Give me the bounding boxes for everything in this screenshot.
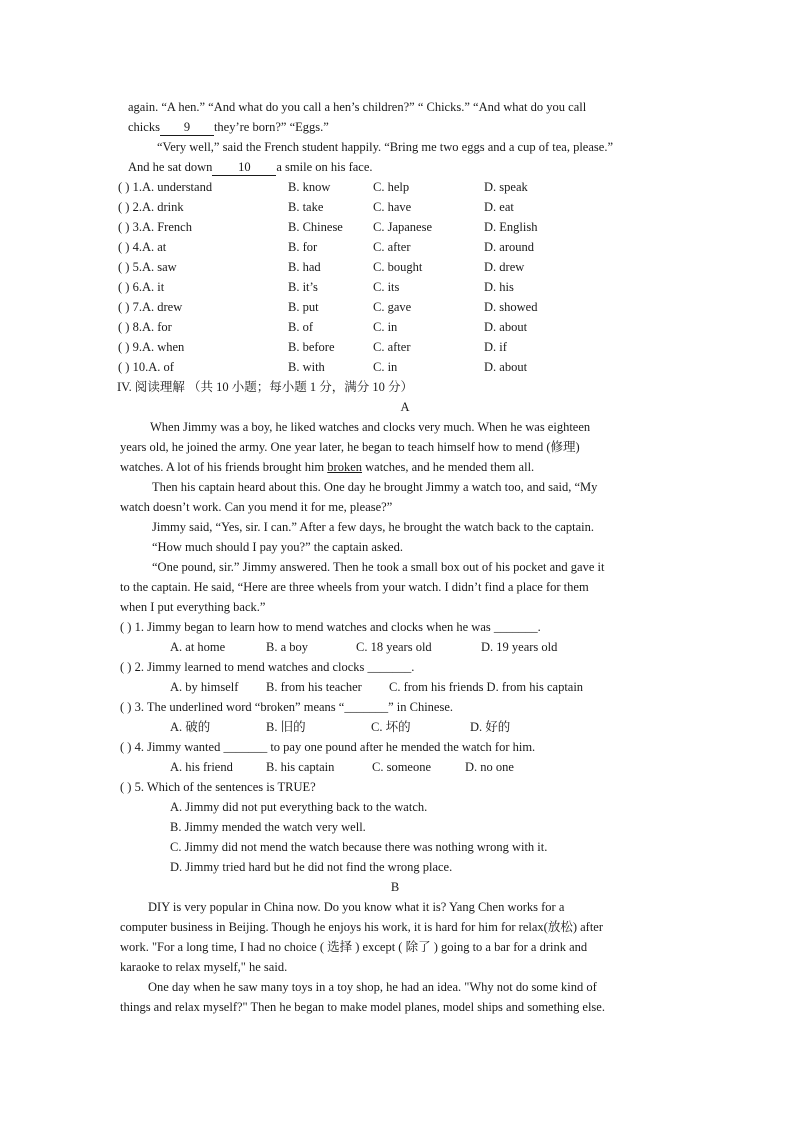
passage-text: watches, and he mended them all.	[362, 460, 535, 474]
question-3-option-d: D. 好的	[470, 720, 511, 734]
question-5-option-b: B. Jimmy mended the watch very well.	[170, 820, 366, 834]
cloze-item-10-option-d: D. about	[484, 360, 528, 374]
question-1: ( ) 1. Jimmy began to learn how to mend watches and clocks when he was _______.	[120, 620, 541, 634]
passage-a-line: Jimmy said, “Yes, sir. I can.” After a few days, he brought the watch back to the captain.	[152, 520, 595, 534]
cloze-item-9-option-b: B. before	[288, 340, 335, 354]
question-4-option-d: D. no one	[465, 760, 514, 774]
question-5-option-a: A. Jimmy did not put everything back to the watch.	[170, 800, 428, 814]
cloze-item-3-option-c: C. Japanese	[373, 220, 433, 234]
cloze-item-9: ( ) 9.A. when	[118, 340, 185, 354]
passage-line	[128, 157, 373, 177]
cloze-item-1-option-b: B. know	[288, 180, 331, 194]
passage-text: And he sat down	[128, 160, 213, 174]
passage-a-line: to the captain. He said, “Here are three wheels from your watch. I didn’t find a place for them	[120, 580, 589, 594]
cloze-item-7-option-b: B. put	[288, 300, 319, 314]
passage-text: chicks	[128, 120, 160, 134]
cloze-item-5-option-d: D. drew	[484, 260, 525, 274]
passage-text: a smile on his face.	[276, 160, 373, 174]
passage-line	[128, 117, 329, 137]
cloze-item-2-option-b: B. take	[288, 200, 324, 214]
question-5-option-d: D. Jimmy tried hard but he did not find the wrong place.	[170, 860, 453, 874]
passage-line: “Very well,” said the French student happily. “Bring me two eggs and a cup of tea, please.”	[157, 140, 613, 154]
cloze-item-2: ( ) 2.A. drink	[118, 200, 184, 214]
question-1-option-d: D. 19 years old	[481, 640, 558, 654]
question-2-option-c: C. from his friends D. from his captain	[389, 680, 584, 694]
question-2: ( ) 2. Jimmy learned to mend watches and clocks _______.	[120, 660, 415, 674]
question-3-option-c: C. 坏的	[371, 720, 411, 734]
cloze-item-2-option-c: C. have	[373, 200, 412, 214]
cloze-item-4: ( ) 4.A. at	[118, 240, 167, 254]
cloze-item-7-option-c: C. gave	[373, 300, 412, 314]
passage-b-line: work. "For a long time, I had no choice ( 选择 ) except ( 除了 ) going to a bar for a drink and	[120, 940, 588, 954]
question-3-option-a: A. 破的	[170, 720, 211, 734]
cloze-item-5: ( ) 5.A. saw	[118, 260, 177, 274]
passage-b-label: B	[390, 880, 400, 894]
cloze-item-8-option-b: B. of	[288, 320, 313, 334]
passage-line: again. “A hen.” “And what do you call a hen’s children?” “ Chicks.” “And what do you call	[128, 100, 587, 114]
question-5-option-c: C. Jimmy did not mend the watch because there was nothing wrong with it.	[170, 840, 548, 854]
cloze-item-1: ( ) 1.A. understand	[118, 180, 213, 194]
question-3: ( ) 3. The underlined word “broken” means “_______” in Chinese.	[120, 700, 454, 714]
cloze-item-3-option-d: D. English	[484, 220, 538, 234]
cloze-item-2-option-d: D. eat	[484, 200, 514, 214]
question-4-option-b: B. his captain	[266, 760, 335, 774]
question-2-option-b: B. from his teacher	[266, 680, 362, 694]
passage-text: watches. A lot of his friends brought him	[120, 460, 328, 474]
question-4-option-a: A. his friend	[170, 760, 233, 774]
underlined-word: broken	[327, 460, 362, 474]
passage-b-line: things and relax myself?" Then he began to make model planes, model ships and something else.	[120, 1000, 605, 1014]
cloze-item-7: ( ) 7.A. drew	[118, 300, 183, 314]
passage-text: they’re born?” “Eggs.”	[213, 120, 329, 134]
question-1-option-b: B. a boy	[266, 640, 309, 654]
passage-a-line: Then his captain heard about this. One day he brought Jimmy a watch too, and said, “My	[152, 480, 598, 494]
blank-10: 10	[212, 159, 276, 176]
question-4-option-c: C. someone	[372, 760, 432, 774]
question-2-option-a: A. by himself	[170, 680, 239, 694]
passage-b-line: computer business in Beijing. Though he enjoys his work, it is hard for him for relax(放松) after	[120, 920, 604, 934]
cloze-item-10-option-b: B. with	[288, 360, 325, 374]
passage-a-line: “How much should I pay you?” the captain asked.	[152, 540, 403, 554]
cloze-item-8: ( ) 8.A. for	[118, 320, 172, 334]
cloze-item-9-option-c: C. after	[373, 340, 411, 354]
passage-b-line: karaoke to relax myself," he said.	[120, 960, 288, 974]
cloze-item-4-option-d: D. around	[484, 240, 534, 254]
cloze-item-8-option-c: C. in	[373, 320, 398, 334]
question-3-option-b: B. 旧的	[266, 720, 306, 734]
cloze-item-6-option-c: C. its	[373, 280, 400, 294]
passage-a-line: years old, he joined the army. One year later, he began to teach himself how to mend (修理)	[120, 440, 580, 454]
question-1-option-c: C. 18 years old	[356, 640, 432, 654]
passage-a-line	[120, 457, 534, 477]
cloze-item-3-option-b: B. Chinese	[288, 220, 343, 234]
cloze-item-10: ( ) 10.A. of	[118, 360, 174, 374]
question-5: ( ) 5. Which of the sentences is TRUE?	[120, 780, 316, 794]
question-1-option-a: A. at home	[170, 640, 226, 654]
passage-a-line: When Jimmy was a boy, he liked watches and clocks very much. When he was eighteen	[150, 420, 591, 434]
cloze-item-1-option-d: D. speak	[484, 180, 528, 194]
passage-b-line: One day when he saw many toys in a toy shop, he had an idea. "Why not do some kind of	[148, 980, 597, 994]
cloze-item-5-option-c: C. bought	[373, 260, 423, 274]
cloze-item-4-option-b: B. for	[288, 240, 318, 254]
cloze-item-4-option-c: C. after	[373, 240, 411, 254]
cloze-item-8-option-d: D. about	[484, 320, 528, 334]
section-heading: IV. 阅读理解 （共 10 小题；每小题 1 分，满分 10 分）	[117, 380, 413, 394]
passage-b-line: DIY is very popular in China now. Do you know what it is? Yang Chen works for a	[148, 900, 565, 914]
cloze-item-6-option-d: D. his	[484, 280, 514, 294]
blank-9: 9	[160, 119, 214, 136]
passage-a-line: watch doesn’t work. Can you mend it for me, please?”	[120, 500, 393, 514]
question-4: ( ) 4. Jimmy wanted _______ to pay one pound after he mended the watch for him.	[120, 740, 536, 754]
cloze-item-5-option-b: B. had	[288, 260, 321, 274]
cloze-item-7-option-d: D. showed	[484, 300, 538, 314]
cloze-item-1-option-c: C. help	[373, 180, 410, 194]
passage-a-line: “One pound, sir.” Jimmy answered. Then he took a small box out of his pocket and gave it	[152, 560, 605, 574]
cloze-item-10-option-c: C. in	[373, 360, 398, 374]
passage-a-line: when I put everything back.”	[120, 600, 266, 614]
cloze-item-6-option-b: B. it’s	[288, 280, 318, 294]
cloze-item-6: ( ) 6.A. it	[118, 280, 165, 294]
passage-a-label: A	[400, 400, 410, 414]
cloze-item-3: ( ) 3.A. French	[118, 220, 192, 234]
cloze-item-9-option-d: D. if	[484, 340, 507, 354]
